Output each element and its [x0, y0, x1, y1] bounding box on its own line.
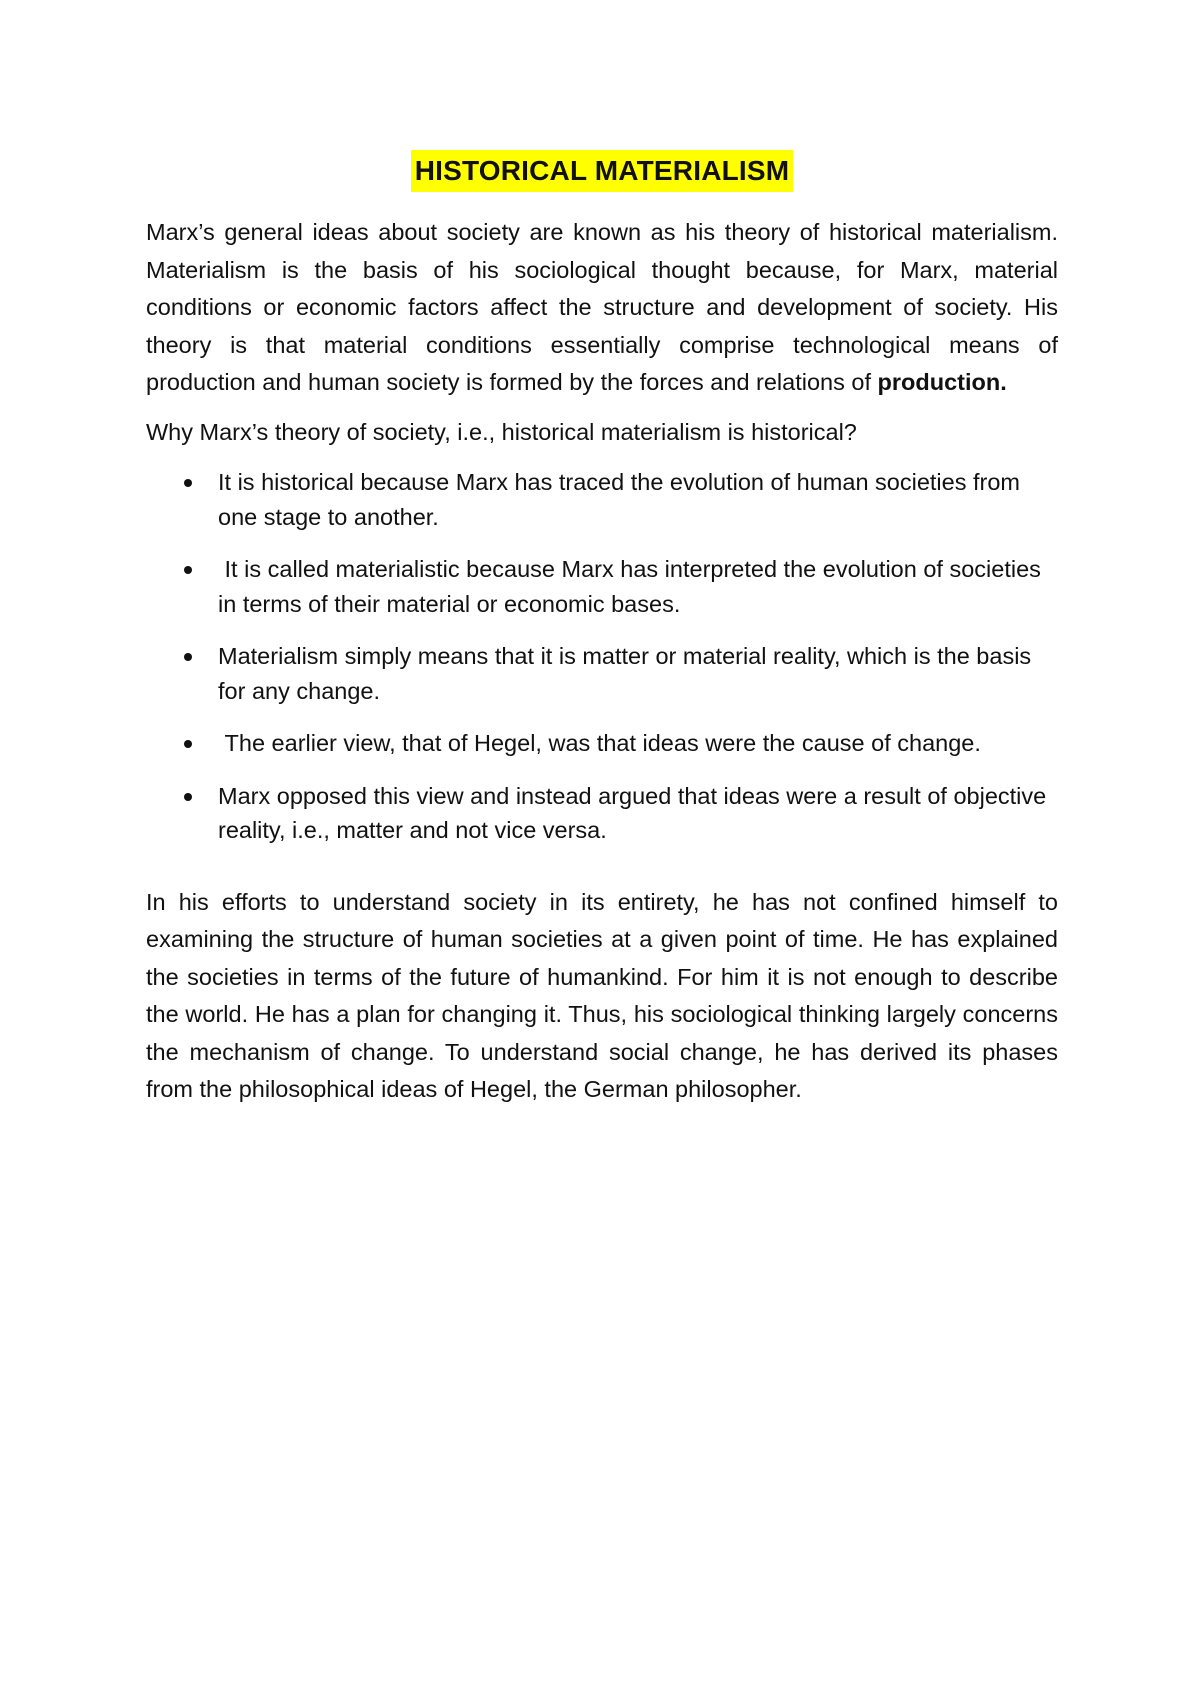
list-item [146, 465, 1058, 534]
question-paragraph: Why Marx’s theory of society, i.e., historical materialism is historical? [146, 418, 857, 445]
intro-text: Marx’s general ideas about society are known as his theory of historical materialism. Materialism is the basis of his sociological thought because, for Marx, material conditions or economic factors affect the structure and development of society. His theory is that material conditions essentially comprise technological means of production and human society is formed by the forces and relations of [146, 219, 1058, 395]
bullet-text: It is historical because Marx has traced the evolution of human societies from one stage to another. [218, 469, 1020, 530]
bullet-icon [184, 793, 192, 801]
list-item [146, 552, 1058, 621]
title-wrapper [146, 150, 1058, 192]
page-title: HISTORICAL MATERIALISM [411, 150, 794, 192]
bullet-text: The earlier view, that of Hegel, was that ideas were the cause of change. [218, 730, 981, 756]
intro-bold-word: production. [877, 369, 1007, 395]
bullet-icon [184, 479, 192, 487]
bullet-text: Marx opposed this view and instead argued that ideas were a result of objective reality, i.e., matter and not vice versa. [218, 782, 1047, 843]
bullet-icon [184, 566, 192, 574]
document-body [146, 150, 1058, 1109]
list-item [146, 779, 1058, 848]
bullet-icon [184, 740, 192, 748]
closing-paragraph: In his efforts to understand society in its entirety, he has not confined himself to examining the structure of human societies at a given point of time. He has explained the societies in terms of the future of humankind. For him it is not enough to describe the world. He has a plan for changing it. Thus, his sociological thinking largely concerns the mechanism of change. To understand social change, he has derived its phases from the philosophical ideas of Hegel, the German philosopher. [146, 888, 1058, 1102]
list-item [146, 726, 1058, 761]
intro-paragraph [146, 214, 1058, 402]
list-item [146, 639, 1058, 708]
bullet-icon [184, 653, 192, 661]
bullet-text: Materialism simply means that it is matter or material reality, which is the basis for any change. [218, 643, 1032, 704]
bullet-list [146, 465, 1058, 848]
bullet-text: It is called materialistic because Marx has interpreted the evolution of societies in terms of their material or economic bases. [218, 556, 1048, 617]
